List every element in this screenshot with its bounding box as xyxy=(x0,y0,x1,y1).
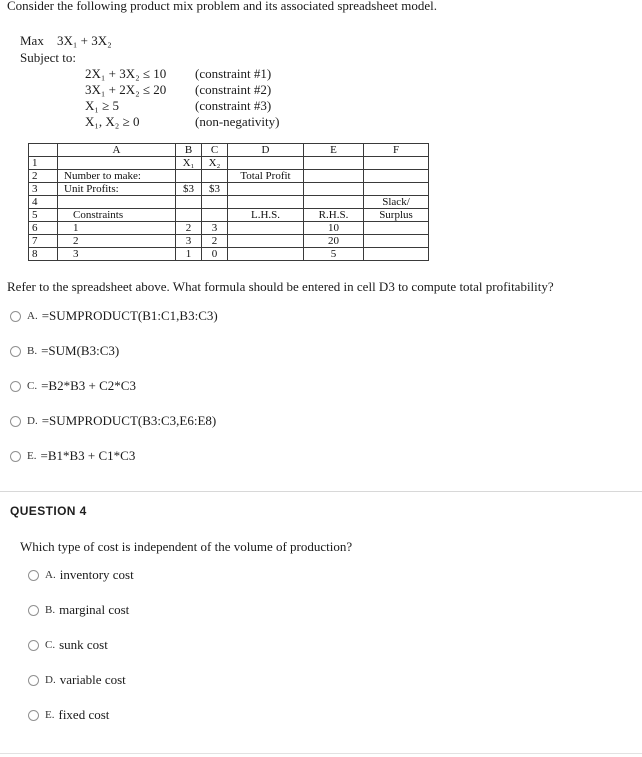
spreadsheet-cell xyxy=(228,196,304,209)
row-number-cell: 8 xyxy=(29,248,58,261)
spreadsheet-cell: Total Profit xyxy=(228,170,304,183)
q3-options xyxy=(10,309,642,463)
option-letter: D. xyxy=(45,674,56,686)
spreadsheet-cell: 5 xyxy=(304,248,364,261)
spreadsheet-cell: Unit Profits: xyxy=(58,183,176,196)
radio-button[interactable] xyxy=(10,416,21,427)
spreadsheet-cell: L.H.S. xyxy=(228,209,304,222)
spreadsheet-cell xyxy=(228,222,304,235)
column-header-cell: D xyxy=(228,144,304,157)
option-text: sunk cost xyxy=(59,637,108,652)
spreadsheet-cell xyxy=(176,209,202,222)
spreadsheet-cell xyxy=(176,196,202,209)
spreadsheet-cell: X₂ xyxy=(202,157,228,170)
option-text: marginal cost xyxy=(59,602,130,617)
constraint-expression: X₁, X₂ ≥ 0 xyxy=(85,114,140,129)
spreadsheet-cell: 1 xyxy=(58,222,176,235)
q4-option-E xyxy=(28,708,642,722)
spreadsheet-cell: $3 xyxy=(202,183,228,196)
spreadsheet-cell: Constraints xyxy=(58,209,176,222)
spreadsheet-cell: Number to make: xyxy=(58,170,176,183)
constraint-row-2 xyxy=(85,82,642,98)
row-number-cell: 7 xyxy=(29,235,58,248)
spreadsheet-cell: 0 xyxy=(202,248,228,261)
spreadsheet-cell xyxy=(364,170,429,183)
question-4-text: Which type of cost is independent of the volume of production? xyxy=(20,539,353,554)
constraint-note: (constraint #2) xyxy=(195,82,272,97)
q3-option-A xyxy=(10,309,642,323)
radio-button[interactable] xyxy=(10,381,21,392)
option-letter: C. xyxy=(45,639,56,651)
radio-button[interactable] xyxy=(28,675,39,686)
radio-button[interactable] xyxy=(28,570,39,581)
spreadsheet-cell: 1 xyxy=(176,248,202,261)
spreadsheet-cell xyxy=(304,183,364,196)
spreadsheet-cell: R.H.S. xyxy=(304,209,364,222)
spreadsheet-cell: 3 xyxy=(176,235,202,248)
option-letter: A. xyxy=(27,310,38,322)
option-letter: E. xyxy=(45,709,55,721)
spreadsheet-cell: Slack/ xyxy=(364,196,429,209)
spreadsheet-cell: Surplus xyxy=(364,209,429,222)
spreadsheet-cell xyxy=(58,157,176,170)
radio-button[interactable] xyxy=(28,640,39,651)
constraint-row-1 xyxy=(85,66,642,82)
q4-option-C xyxy=(28,638,642,652)
spreadsheet-row xyxy=(29,183,429,196)
spreadsheet-cell: 2 xyxy=(202,235,228,248)
spreadsheet-cell: X₁ xyxy=(176,157,202,170)
constraint-row-3 xyxy=(85,98,642,114)
spreadsheet-cell xyxy=(364,235,429,248)
row-number-cell: 6 xyxy=(29,222,58,235)
radio-button[interactable] xyxy=(28,710,39,721)
spreadsheet-cell xyxy=(202,196,228,209)
constraints-block xyxy=(85,66,642,130)
constraint-note: (constraint #3) xyxy=(195,98,272,113)
row-number-cell: 2 xyxy=(29,170,58,183)
spreadsheet-cell: 2 xyxy=(58,235,176,248)
radio-button[interactable] xyxy=(10,311,21,322)
row-number-cell: 4 xyxy=(29,196,58,209)
option-letter: A. xyxy=(45,569,56,581)
spreadsheet-row xyxy=(29,235,429,248)
constraint-expression: X₁ ≥ 5 xyxy=(85,98,120,113)
column-header-cell: A xyxy=(58,144,176,157)
constraint-note: (non-negativity) xyxy=(195,114,280,129)
option-text: variable cost xyxy=(59,672,126,687)
row-number-cell: 1 xyxy=(29,157,58,170)
spreadsheet-cell xyxy=(202,209,228,222)
column-header-cell: E xyxy=(304,144,364,157)
spreadsheet-row xyxy=(29,209,429,222)
spreadsheet-row xyxy=(29,157,429,170)
option-letter: B. xyxy=(27,345,38,357)
spreadsheet-cell: $3 xyxy=(176,183,202,196)
objective-expression: 3X₁ + 3X₂ xyxy=(57,33,112,48)
column-header-cell: F xyxy=(364,144,429,157)
q4-option-B xyxy=(28,603,642,617)
constraint-expression: 3X₁ + 2X₂ ≤ 20 xyxy=(85,82,167,97)
q4-option-D xyxy=(28,673,642,687)
spreadsheet-cell xyxy=(364,222,429,235)
spreadsheet-cell xyxy=(304,196,364,209)
spreadsheet-cell xyxy=(364,183,429,196)
q3-option-B xyxy=(10,344,642,358)
option-letter: E. xyxy=(27,450,37,462)
option-text: inventory cost xyxy=(59,567,134,582)
q3-option-E xyxy=(10,449,642,463)
question-4-heading: QUESTION 4 xyxy=(10,504,87,518)
objective-row xyxy=(20,32,642,49)
constraint-row-4 xyxy=(85,114,642,130)
option-letter: D. xyxy=(27,415,38,427)
spreadsheet-cell: 3 xyxy=(58,248,176,261)
subject-to-label: Subject to: xyxy=(20,50,76,65)
objective-label: Max xyxy=(20,33,44,48)
option-text: fixed cost xyxy=(58,707,110,722)
spreadsheet-row xyxy=(29,170,429,183)
option-letter: C. xyxy=(27,380,38,392)
spreadsheet-cell xyxy=(228,183,304,196)
option-text: =SUM(B3:C3) xyxy=(41,343,120,358)
spreadsheet-row xyxy=(29,248,429,261)
spreadsheet-cell xyxy=(228,248,304,261)
spreadsheet-table xyxy=(28,143,429,261)
q3-option-C xyxy=(10,379,642,393)
option-text: =B2*B3 + C2*C3 xyxy=(41,378,136,393)
radio-button[interactable] xyxy=(10,346,21,357)
spreadsheet-header-row xyxy=(29,144,429,157)
spreadsheet-cell xyxy=(202,170,228,183)
column-header-cell xyxy=(29,144,58,157)
option-text: =SUMPRODUCT(B1:C1,B3:C3) xyxy=(41,308,218,323)
question-4-section xyxy=(0,504,642,722)
spreadsheet-cell: 3 xyxy=(202,222,228,235)
problem-intro-text: Consider the following product mix problem and its associated spreadsheet model. xyxy=(7,0,437,13)
spreadsheet-cell xyxy=(304,170,364,183)
spreadsheet-row xyxy=(29,196,429,209)
column-header-cell: C xyxy=(202,144,228,157)
spreadsheet-cell xyxy=(364,248,429,261)
constraint-note: (constraint #1) xyxy=(195,66,272,81)
spreadsheet-cell xyxy=(228,157,304,170)
constraint-expression: 2X₁ + 3X₂ ≤ 10 xyxy=(85,66,167,81)
spreadsheet-cell: 10 xyxy=(304,222,364,235)
column-header-cell: B xyxy=(176,144,202,157)
bottom-divider xyxy=(0,753,642,754)
radio-button[interactable] xyxy=(28,605,39,616)
spreadsheet-cell xyxy=(58,196,176,209)
row-number-cell: 5 xyxy=(29,209,58,222)
spreadsheet-cell xyxy=(176,170,202,183)
spreadsheet-cell xyxy=(364,157,429,170)
spreadsheet-cell xyxy=(228,235,304,248)
q4-option-A xyxy=(28,568,642,582)
q3-option-D xyxy=(10,414,642,428)
option-text: =SUMPRODUCT(B3:C3,E6:E8) xyxy=(41,413,217,428)
q4-options xyxy=(28,568,642,722)
question-3-text: Refer to the spreadsheet above. What formula should be entered in cell D3 to compute total profitability? xyxy=(7,279,554,294)
spreadsheet-row xyxy=(29,222,429,235)
row-number-cell: 3 xyxy=(29,183,58,196)
option-letter: B. xyxy=(45,604,56,616)
spreadsheet-cell: 20 xyxy=(304,235,364,248)
radio-button[interactable] xyxy=(10,451,21,462)
section-divider xyxy=(0,491,642,492)
option-text: =B1*B3 + C1*C3 xyxy=(40,448,136,463)
spreadsheet-cell xyxy=(304,157,364,170)
spreadsheet-cell: 2 xyxy=(176,222,202,235)
